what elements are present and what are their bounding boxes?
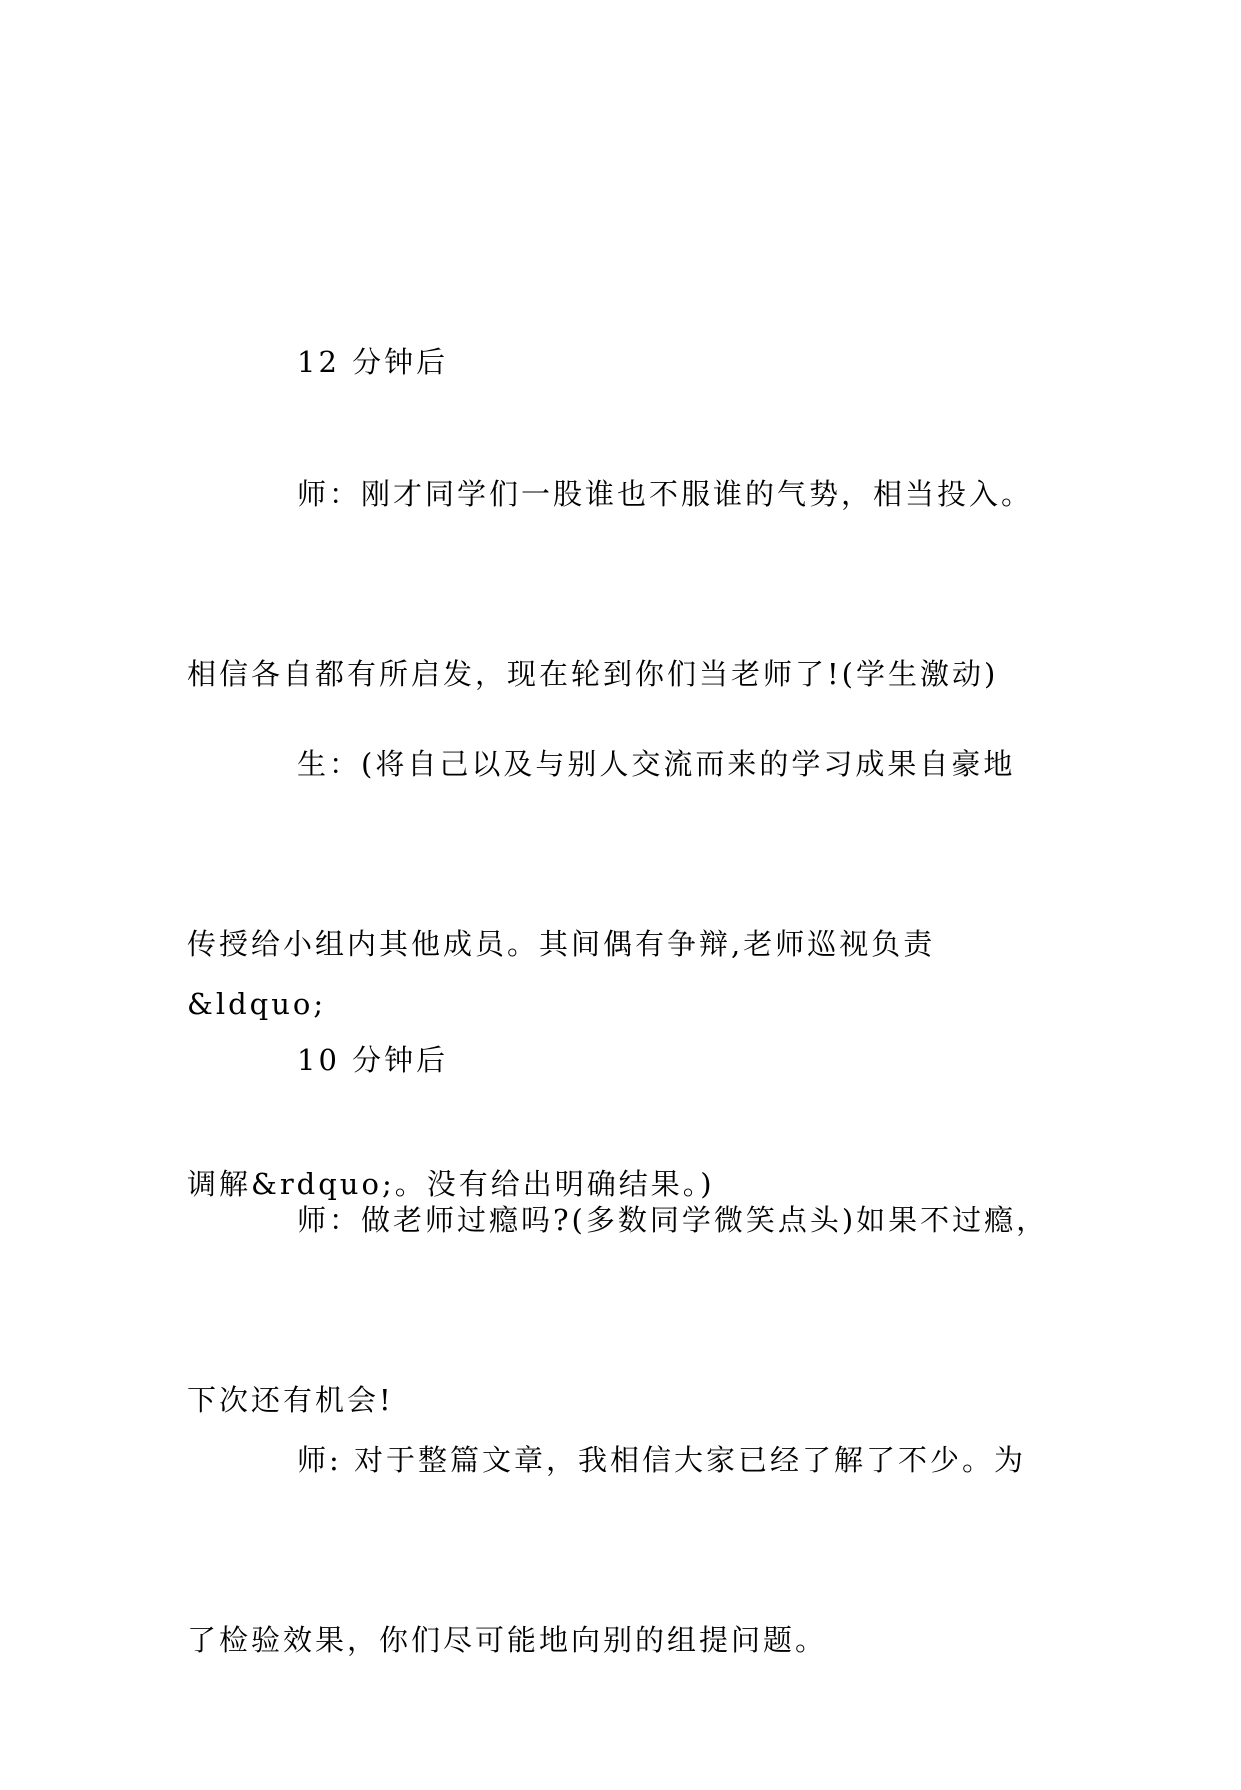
paragraph-line: 下次还有机会! (187, 1383, 394, 1417)
paragraph-line: 生：(将自己以及与别人交流而来的学习成果自豪地 (297, 747, 1016, 781)
paragraph-line: 师：做老师过瘾吗?(多数同学微笑点头)如果不过瘾， (297, 1203, 1049, 1237)
paragraph-line: 12 分钟后 (297, 345, 449, 379)
paragraph-line: 10 分钟后 (297, 1043, 449, 1077)
paragraph-line: 了检验效果，你们尽可能地向别的组提问题。 (187, 1623, 828, 1657)
paragraph-line: 相信各自都有所启发，现在轮到你们当老师了!(学生激动) (187, 657, 999, 691)
paragraph-line: 师: 对于整篇文章，我相信大家已经了解了不少。为 (297, 1443, 1026, 1477)
paragraph-teacher-remark-3 (187, 1310, 1057, 1790)
paragraph-line: 传授给小组内其他成员。其间偶有争辩,老师巡视负责&ldquo; (187, 927, 936, 1021)
paragraph-line: 调解&rdquo;。没有给出明确结果。) (187, 1167, 715, 1201)
paragraph-line: 师：刚才同学们一股谁也不服谁的气势，相当投入。 (297, 477, 1034, 511)
